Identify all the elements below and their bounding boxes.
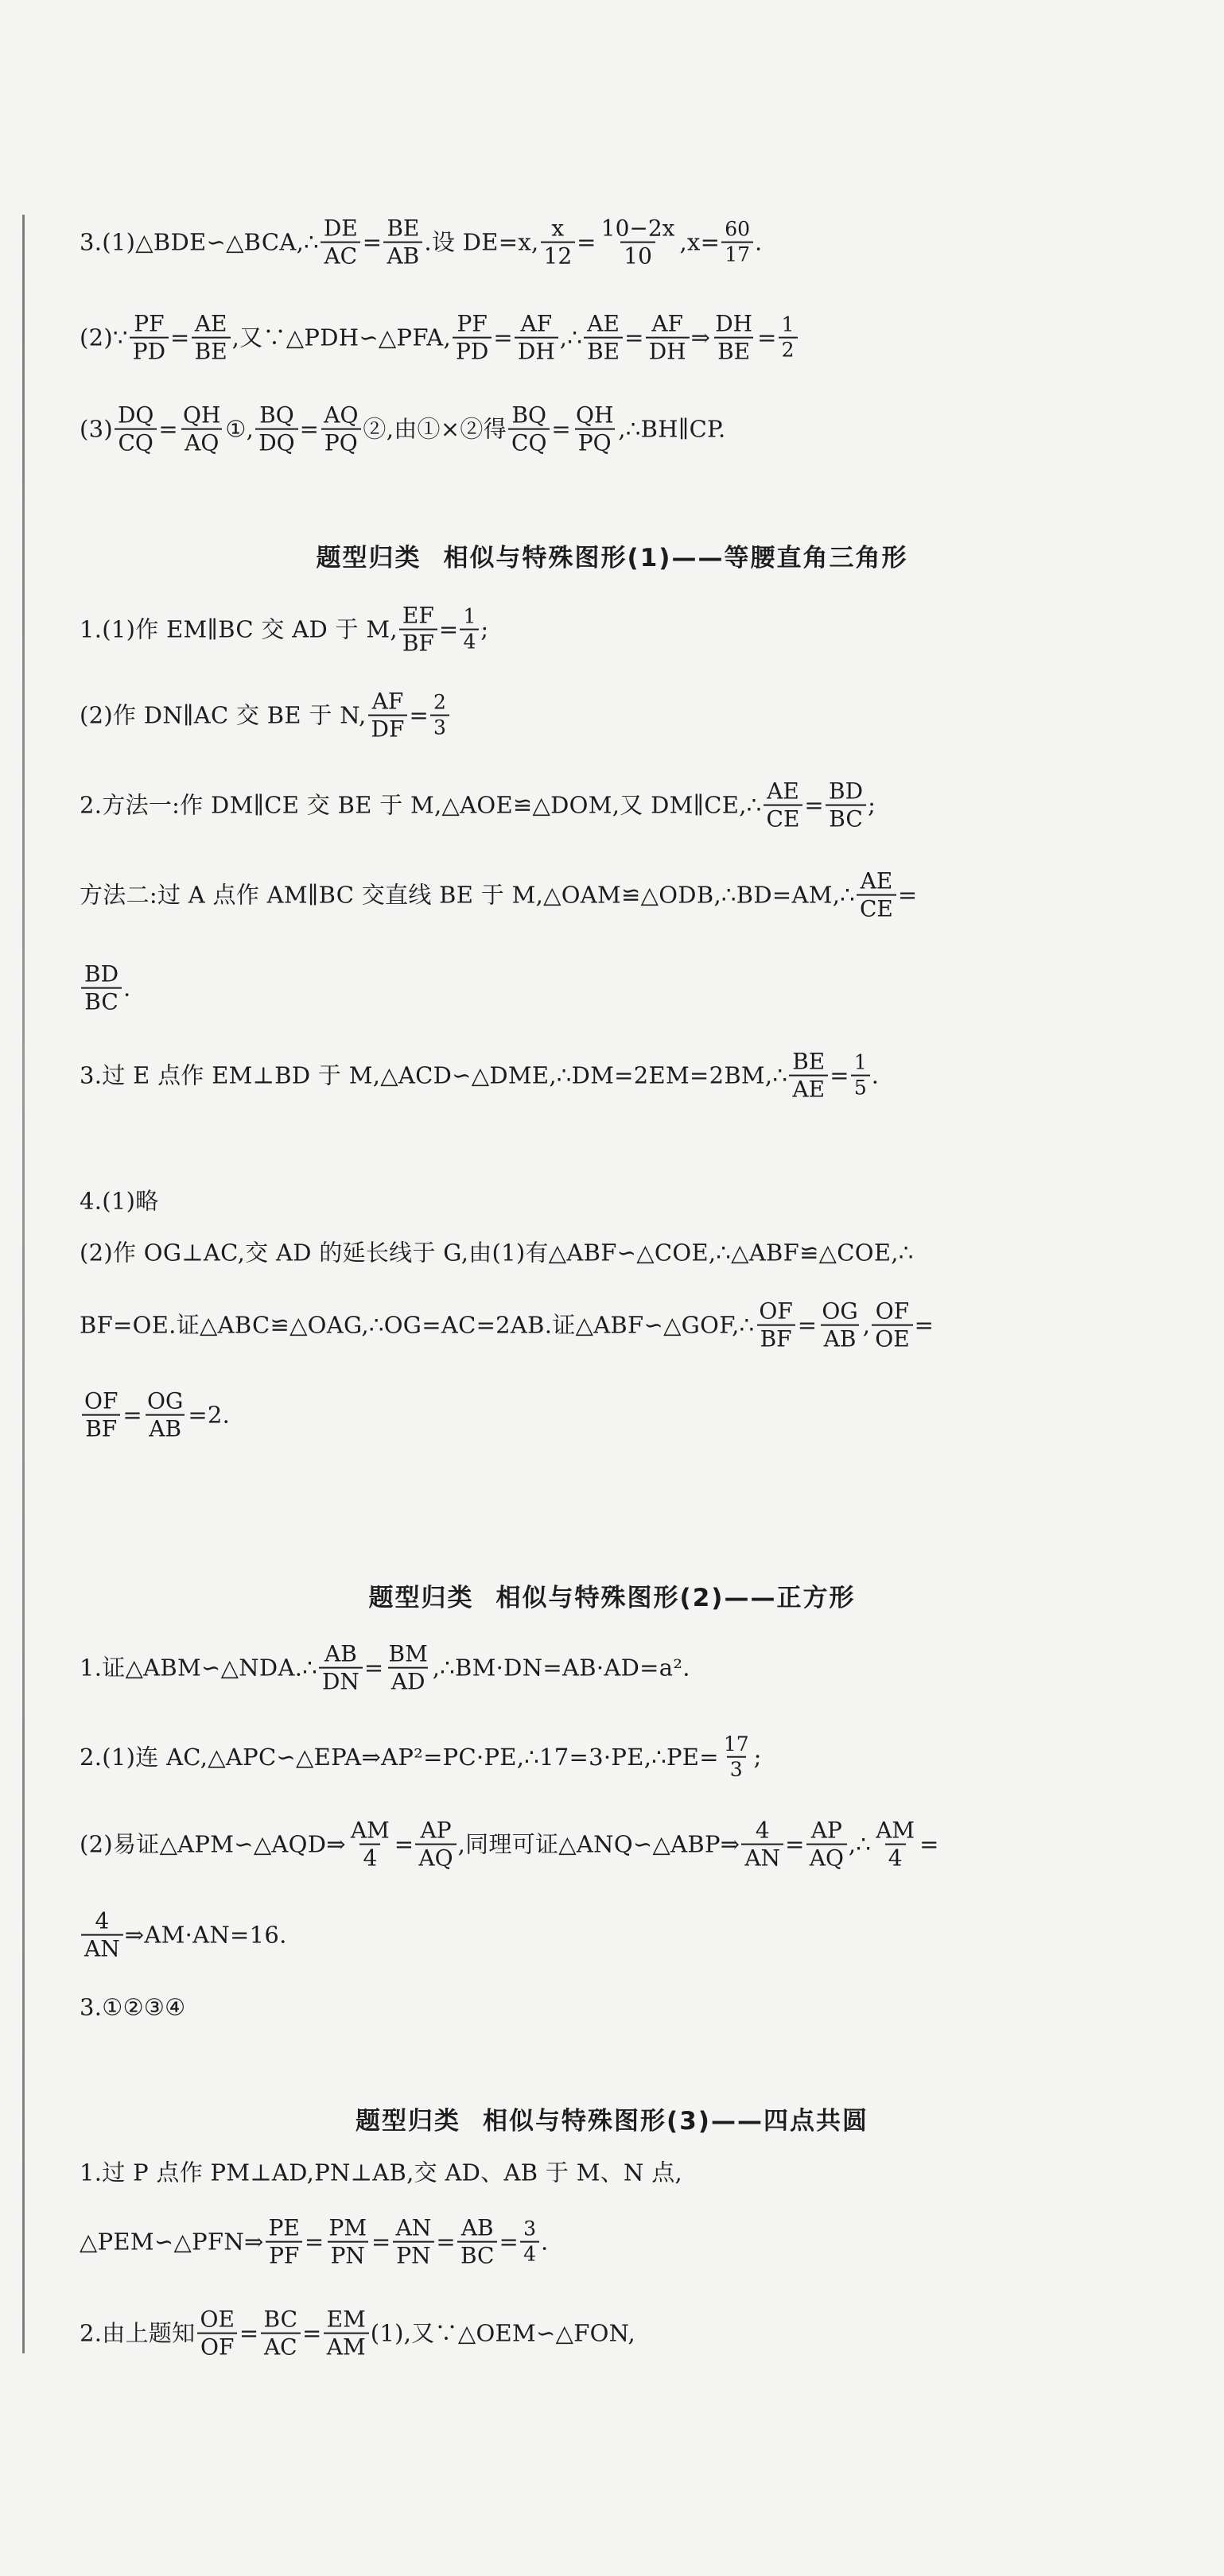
math-text: = [804, 791, 825, 819]
fraction-denominator: 4 [885, 1844, 906, 1870]
fraction-denominator: 5 [851, 1075, 870, 1099]
math-text: . [123, 974, 131, 1002]
fraction-numerator: AE [767, 778, 799, 805]
fraction-denominator: AB [146, 1414, 185, 1441]
fraction-denominator: AE [789, 1075, 828, 1101]
fraction [826, 780, 866, 832]
answer-line [80, 217, 763, 269]
fraction-numerator: 2 [433, 690, 446, 714]
fraction-numerator: BQ [259, 402, 294, 429]
fraction-numerator: QH [576, 402, 614, 429]
answer-line [80, 780, 876, 832]
fraction [321, 404, 361, 456]
fraction-denominator: AN [741, 1844, 783, 1870]
fraction-denominator: PN [393, 2241, 433, 2268]
heading-title: 相似与特殊图形(1)——等腰直角三角形 [443, 544, 908, 572]
math-text: 1.证△ABM∽△NDA.∴ [80, 1654, 317, 1682]
math-text: ,∴BH∥CP. [618, 415, 726, 443]
math-text: ; [480, 615, 489, 643]
fraction-denominator: 4 [359, 1844, 380, 1870]
fraction-denominator: AQ [806, 1844, 847, 1870]
fraction [646, 312, 690, 364]
fraction [872, 1819, 918, 1871]
answer-line [80, 1187, 159, 1215]
fraction-denominator: CE [857, 894, 896, 921]
fraction-denominator: 3 [430, 715, 449, 739]
answer-line [80, 1640, 690, 1695]
math-text: (2)∵ [80, 324, 128, 351]
fraction-numerator: QH [183, 402, 221, 429]
fraction-numerator: BM [388, 1640, 428, 1667]
fraction-numerator: 4 [755, 1817, 770, 1844]
answer-line [80, 867, 918, 922]
answer-line [80, 1734, 762, 1781]
math-text: (1),又∵△OEM∽△FON, [370, 2319, 636, 2347]
fraction-denominator: BC [457, 2241, 498, 2268]
fraction-numerator: DH [715, 310, 753, 337]
fraction-numerator: 1 [463, 604, 476, 628]
fraction-denominator: BF [757, 1325, 795, 1351]
fraction [348, 1819, 393, 1871]
math-text: (2)作 OG⊥AC,交 AD 的延长线于 G,由(1)有△ABF∽△COE,∴△ABF≌△COE,∴ [80, 1239, 914, 1267]
math-text: , [862, 1311, 871, 1339]
math-text: = [577, 228, 596, 256]
math-text: = [304, 2228, 324, 2256]
fraction [789, 1050, 828, 1102]
math-text: 3.①②③④ [80, 1993, 186, 2021]
math-text: 2.方法一:作 DM∥CE 交 BE 于 M,△AOE≌△DOM,又 DM∥CE,∴ [80, 791, 762, 819]
fraction [81, 1387, 121, 1442]
math-text: . [541, 2228, 549, 2256]
fraction [741, 1819, 783, 1871]
math-text: = [438, 615, 459, 643]
fraction-denominator: AQ [181, 429, 222, 455]
answer-line [80, 312, 799, 364]
fraction-numerator: AQ [324, 402, 359, 429]
math-text: = [158, 415, 178, 443]
fraction-numerator: 1 [853, 1050, 867, 1074]
math-text: = [493, 324, 513, 351]
answer-line [80, 690, 451, 742]
fraction-numerator: AE [194, 310, 227, 337]
fraction-numerator: 17 [723, 1732, 749, 1755]
fraction-denominator: 12 [541, 242, 576, 268]
answer-line [80, 1050, 879, 1102]
fraction [144, 1387, 186, 1442]
fraction-denominator: 10 [620, 242, 655, 268]
fraction [457, 2214, 498, 2269]
fraction-denominator: AD [388, 1667, 429, 1693]
fraction-numerator: OF [875, 1298, 910, 1325]
fraction-numerator: x [551, 215, 565, 242]
answer-line [80, 1819, 939, 1871]
fraction-numerator: OF [759, 1298, 793, 1325]
fraction-numerator: BC [263, 2306, 298, 2333]
math-text: . [755, 228, 763, 256]
math-text: = [830, 1061, 849, 1089]
fraction [430, 692, 449, 739]
math-text: = [170, 324, 190, 351]
fraction-denominator: DQ [255, 429, 297, 455]
fraction-numerator: OF [84, 1387, 119, 1414]
answer-line [80, 1300, 934, 1352]
section-heading [0, 537, 1224, 573]
math-text: = [757, 324, 777, 351]
fraction [319, 1640, 363, 1695]
fraction [818, 1300, 861, 1352]
fraction-numerator: AN [395, 2214, 432, 2241]
fraction-denominator: CE [764, 805, 803, 831]
fraction-denominator: BC [81, 987, 122, 1014]
math-text: . [871, 1061, 880, 1089]
fraction-denominator: OE [872, 1325, 912, 1351]
fraction-denominator: 17 [721, 242, 753, 266]
fraction-numerator: BD [84, 960, 119, 987]
math-text: △PEM∽△PFN⇒ [80, 2228, 264, 2256]
fraction-denominator: AC [321, 242, 360, 268]
fraction [324, 2308, 369, 2360]
fraction-denominator: AB [821, 1325, 860, 1351]
math-text: = [897, 881, 918, 909]
fraction-numerator: AE [587, 310, 620, 337]
math-text: = [394, 1830, 414, 1858]
math-text: = [239, 2319, 259, 2347]
fraction-denominator: CQ [115, 429, 156, 455]
fraction [81, 1907, 123, 1962]
answer-line [80, 604, 488, 656]
fraction [721, 1734, 752, 1781]
fraction-numerator: BQ [511, 402, 546, 429]
fraction-denominator: DH [646, 337, 690, 363]
math-text: = [299, 415, 320, 443]
fraction-denominator: PQ [321, 429, 361, 455]
math-text: = [797, 1311, 818, 1339]
fraction-numerator: 1 [781, 312, 795, 336]
fraction-denominator: BC [826, 805, 866, 831]
answer-line [80, 1993, 186, 2021]
math-text: BF=OE.证△ABC≌△OAG,∴OG=AC=2AB.证△ABF∽△GOF,∴ [80, 1311, 755, 1339]
fraction-numerator: AM [876, 1817, 915, 1844]
fraction-numerator: BE [387, 215, 420, 242]
section-heading [0, 1577, 1224, 1613]
fraction-numerator: BE [792, 1048, 826, 1075]
math-text: .设 DE=x, [424, 228, 539, 256]
fraction-denominator: AN [81, 1934, 123, 1961]
math-text: (2)易证△APM∽△AQD⇒ [80, 1830, 346, 1858]
math-text: =2. [188, 1401, 231, 1429]
fraction-numerator: AE [860, 867, 893, 894]
fraction [261, 2308, 301, 2360]
fraction [81, 960, 122, 1015]
fraction [756, 1300, 795, 1352]
math-text: 方法二:过 A 点作 AM∥BC 交直线 BE 于 M,△OAM≌△ODB,∴BD=AM,∴ [80, 881, 855, 909]
fraction-numerator: EM [326, 2306, 366, 2333]
fraction [598, 217, 678, 269]
fraction-numerator: 3 [523, 2217, 536, 2240]
fraction [806, 1819, 847, 1871]
fraction-denominator: DH [515, 337, 558, 363]
fraction-numerator: AF [520, 310, 553, 337]
fraction [541, 217, 576, 269]
fraction-numerator: 60 [725, 217, 751, 241]
fraction-numerator: AP [810, 1817, 842, 1844]
answer-line [80, 1239, 914, 1267]
math-text: = [785, 1830, 805, 1858]
fraction-numerator: AF [651, 310, 683, 337]
fraction-numerator: AM [350, 1817, 390, 1844]
section-heading [0, 2101, 1224, 2136]
math-text: = [914, 1311, 935, 1339]
fraction [515, 312, 558, 364]
fraction-denominator: 2 [779, 337, 798, 361]
answer-line [80, 404, 726, 456]
fraction [851, 1050, 870, 1100]
fraction [857, 867, 896, 922]
fraction [520, 2219, 539, 2266]
fraction-numerator: AF [371, 688, 404, 715]
answer-line [80, 1907, 287, 1962]
math-text: ,∴ [848, 1830, 872, 1858]
fraction [584, 312, 623, 364]
fraction-denominator: BE [192, 337, 231, 363]
math-text: ; [868, 791, 876, 819]
answer-line [80, 960, 131, 1015]
math-text: ,x= [679, 228, 721, 256]
fraction [872, 1300, 912, 1352]
fraction-numerator: AB [324, 1640, 357, 1667]
fraction [368, 690, 408, 742]
math-text: = [551, 415, 572, 443]
math-text: ,∴ [559, 324, 583, 351]
answer-line [80, 1387, 231, 1442]
math-text: ⇒ [690, 324, 711, 351]
fraction-numerator: PM [328, 2214, 367, 2241]
fraction [393, 2214, 435, 2269]
math-text: ,又∵△PDH∽△PFA, [231, 324, 452, 351]
fraction-numerator: OE [200, 2306, 235, 2333]
fraction [325, 2214, 370, 2269]
math-text: ⇒AM·AN=16. [124, 1921, 287, 1949]
math-text: 2.由上题知 [80, 2319, 196, 2347]
math-text: = [624, 324, 644, 351]
heading-category: 题型归类 [368, 1584, 474, 1612]
fraction-numerator: OG [822, 1298, 858, 1325]
math-text: = [499, 2228, 519, 2256]
fraction [779, 312, 798, 362]
math-text: = [436, 2228, 456, 2256]
fraction [460, 604, 479, 654]
fraction-numerator: DE [323, 215, 358, 242]
math-text: ,∴BM·DN=AB·AD=a². [432, 1654, 690, 1682]
fraction [266, 2214, 303, 2269]
fraction-denominator: OF [197, 2333, 237, 2359]
fraction [383, 217, 422, 269]
fraction-numerator: EF [402, 602, 434, 629]
math-text: = [409, 701, 429, 729]
fraction-numerator: 4 [95, 1907, 110, 1934]
fraction-denominator: PQ [575, 429, 615, 455]
fraction-numerator: PE [268, 2214, 300, 2241]
fraction-denominator: PN [328, 2241, 368, 2268]
fraction [399, 604, 437, 656]
fraction-numerator: OG [147, 1387, 184, 1414]
fraction-denominator: 3 [727, 1756, 746, 1780]
math-text: ②,由①×②得 [363, 415, 507, 443]
fraction-denominator: PD [130, 337, 169, 363]
fraction [453, 312, 492, 364]
fraction-numerator: 10−2x [600, 215, 675, 242]
math-text: 1.(1)作 EM∥BC 交 AD 于 M, [80, 615, 398, 643]
fraction-numerator: AP [420, 1817, 452, 1844]
heading-title: 相似与特殊图形(2)——正方形 [495, 1584, 856, 1612]
fraction-denominator: BE [584, 337, 623, 363]
math-text: (2)作 DN∥AC 交 BE 于 N, [80, 701, 367, 729]
fraction [573, 404, 616, 456]
heading-category: 题型归类 [356, 2107, 461, 2136]
fraction-denominator: BF [82, 1414, 120, 1441]
fraction-denominator: 4 [460, 629, 479, 653]
fraction-denominator: BE [714, 337, 753, 363]
math-text: = [371, 2228, 391, 2256]
math-text: 2.(1)连 AC,△APC∽△EPA⇒AP²=PC·PE,∴17=3·PE,∴PE= [80, 1743, 719, 1771]
math-text: 4.(1)略 [80, 1187, 159, 1215]
math-text: (3) [80, 415, 113, 443]
fraction [712, 312, 756, 364]
fraction-numerator: BD [829, 778, 864, 805]
fraction [192, 312, 231, 364]
fraction-denominator: CQ [508, 429, 550, 455]
fraction [130, 312, 169, 364]
math-text: = [919, 1830, 939, 1858]
answer-line [80, 2214, 549, 2269]
fraction-denominator: AC [261, 2333, 301, 2359]
math-text: 3.(1)△BDE∽△BCA,∴ [80, 228, 319, 256]
fraction [321, 217, 361, 269]
fraction-denominator: BF [399, 629, 437, 655]
fraction-denominator: DF [368, 715, 408, 741]
fraction-numerator: DQ [117, 402, 154, 429]
math-text: 3.过 E 点作 EM⊥BD 于 M,△ACD∽△DME,∴DM=2EM=2BM,∴ [80, 1061, 788, 1089]
fraction-denominator: AQ [415, 1844, 456, 1870]
fraction-numerator: PF [134, 310, 165, 337]
math-text: ,同理可证△ANQ∽△ABP⇒ [457, 1830, 740, 1858]
answer-line [80, 2159, 683, 2186]
heading-category: 题型归类 [316, 544, 422, 572]
fraction [386, 1640, 431, 1695]
fraction-denominator: 4 [520, 2241, 539, 2265]
math-text: 1.过 P 点作 PM⊥AD,PN⊥AB,交 AD、AB 于 M、N 点, [80, 2159, 683, 2186]
fraction [415, 1819, 456, 1871]
answer-line [80, 2308, 635, 2360]
math-text: = [122, 1401, 142, 1429]
math-text: = [363, 1654, 384, 1682]
fraction [255, 404, 297, 456]
fraction [180, 404, 223, 456]
fraction-numerator: AB [460, 2214, 494, 2241]
fraction [721, 219, 753, 266]
fraction [508, 404, 550, 456]
math-text: = [302, 2319, 322, 2347]
math-text: ; [753, 1743, 762, 1771]
fraction-numerator: PF [457, 310, 488, 337]
fraction-denominator: AM [324, 2333, 369, 2359]
fraction [764, 780, 803, 832]
fraction-denominator: PD [453, 337, 492, 363]
heading-title: 相似与特殊图形(3)——四点共圆 [483, 2107, 868, 2136]
fraction [115, 404, 157, 456]
fraction-denominator: AB [383, 242, 422, 268]
fraction [196, 2308, 237, 2360]
fraction-denominator: DN [319, 1667, 363, 1693]
math-text: ①, [225, 415, 255, 443]
fraction-denominator: PF [266, 2241, 302, 2268]
math-text: = [362, 228, 383, 256]
